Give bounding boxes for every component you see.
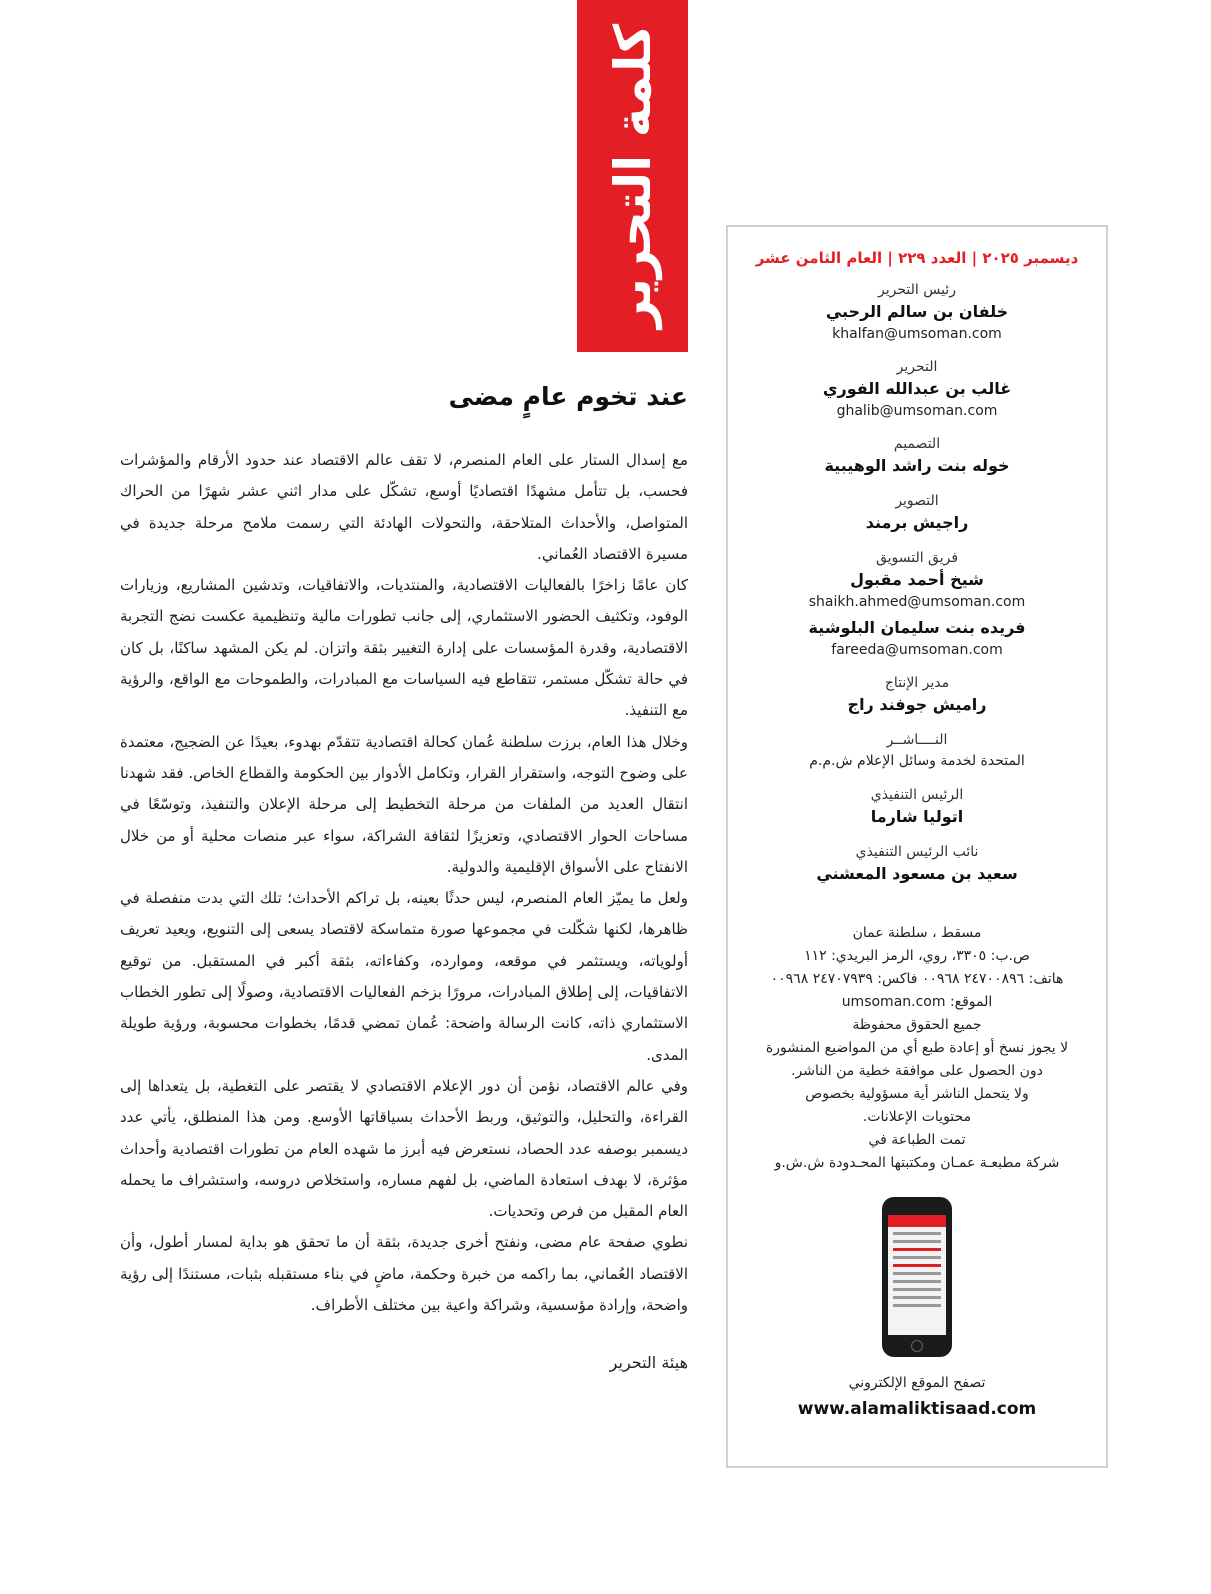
- website-link[interactable]: www.alamaliktisaad.com: [797, 1399, 1037, 1419]
- staff-role: التصميم: [893, 436, 941, 452]
- browse-website-label: تصفح الموقع الإلكتروني: [848, 1375, 986, 1391]
- editorial-article: [120, 382, 688, 1372]
- article-paragraph: مع إسدال الستار على العام المنصرم، لا تقف عالم الاقتصاد عند حدود الأرقام والمؤشرات فحسب، بل تتأمل مشهدًا اقتصاديًا أوسع، تشكّل على مدار اثني عشر شهرًا من الحراك المتواصل، والأحداث المتلاحقة، والتحولات الهادئة التي رسمت ملامح مرحلة جديدة في مسيرة الاقتصاد العُماني.: [120, 451, 688, 563]
- address-line: تمت الطباعة في: [868, 1132, 966, 1148]
- staff-email[interactable]: ghalib@umsoman.com: [836, 403, 998, 419]
- article-title: عند تخوم عامٍ مضى: [448, 382, 688, 411]
- staff-name: راجيش برمند: [865, 513, 969, 532]
- staff-name: اتوليا شارما: [870, 807, 964, 826]
- staff-name: فريده بنت سليمان البلوشية: [808, 618, 1026, 637]
- staff-role: رئيس التحرير: [878, 282, 956, 298]
- publisher-name: المتحدة لخدمة وسائل الإعلام ش.م.م: [809, 753, 1025, 769]
- staff-role: النــــاشــر: [886, 732, 948, 748]
- staff-role: الرئيس التنفيذي: [870, 787, 964, 803]
- address-line: ص.ب: ٣٣٠٥، روي، الرمز البريدي: ١١٢: [804, 948, 1030, 964]
- staff-email[interactable]: fareeda@umsoman.com: [831, 642, 1003, 658]
- staff-role: مدير الإنتاج: [884, 675, 950, 691]
- address-line: هاتف: ٢٤٧٠٠٨٩٦ ٠٠٩٦٨ فاكس: ٢٤٧٠٧٩٣٩ ٠٠٩٦٨: [770, 971, 1064, 987]
- article-paragraph: وخلال هذا العام، برزت سلطنة عُمان كحالة اقتصادية تتقدّم بهدوء، بعيدًا عن الضجيج، معتمدة على وضوح التوجه، واستقرار القرار، وتكامل الأدوار بين الحكومة والقطاع الخاص. فقد شهدنا انتقال العديد من الملفات من مرحلة التخطيط إلى مرحلة الإعلان والتنفيذ، وتوسّعًا في مساحات الحوار الاقتصادي، وتعزيزًا لثقافة الشراكة، سواء عبر منصات محلية أو من خلال الانفتاح على الأسواق الإقليمية والدولية.: [120, 732, 688, 876]
- staff-role: فريق التسويق: [875, 550, 959, 566]
- address-line: جميع الحقوق محفوظة: [852, 1017, 982, 1033]
- staff-name: خوله بنت راشد الوهيبية: [824, 456, 1010, 475]
- smartphone-icon: [882, 1197, 952, 1357]
- staff-email[interactable]: khalfan@umsoman.com: [832, 326, 1002, 342]
- staff-email[interactable]: shaikh.ahmed@umsoman.com: [808, 594, 1026, 610]
- address-line: دون الحصول على موافقة خطية من الناشر.: [791, 1063, 1043, 1079]
- staff-name: شيخ أحمد مقبول: [850, 570, 984, 589]
- article-paragraph: نطوي صفحة عام مضى، ونفتح أخرى جديدة، بثقة أن ما تحقق هو بداية لمسار أطول، وأن الاقتصاد العُماني، بما راكمه من خبرة وحكمة، ماضٍ في بناء مستقبله بثبات، مستندًا إلى رؤية واضحة، وإرادة مؤسسية، وشراكة واعية بين مختلف الأطراف.: [120, 1233, 688, 1315]
- staff-role: نائب الرئيس التنفيذي: [855, 844, 979, 860]
- section-banner: [577, 0, 688, 352]
- issue-info: ديسمبر ٢٠٢٥ | العدد ٢٢٩ | العام الثامن عشر: [755, 249, 1079, 267]
- phone-screen: [888, 1215, 946, 1335]
- article-signature: هيئة التحرير: [609, 1353, 688, 1373]
- article-paragraph: وفي عالم الاقتصاد، نؤمن أن دور الإعلام الاقتصادي لا يقتصر على التغطية، بل يتعداها إلى القراءة، والتحليل، والتوثيق، وربط الأحداث بسياقاتها الأوسع. ومن هذا المنطلق، يأتي عدد ديسمبر بوصفه عدد الحصاد، نستعرض فيه أبرز ما شهده العام من تطورات اقتصادية وأحداث مؤثرة، لا بهدف استعادة الماضي، بل لفهم مساره، واستخلاص دروسه، واستشراف ما يحمله العام المقبل من فرص وتحديات.: [120, 1076, 688, 1221]
- article-paragraph: ولعل ما يميّز العام المنصرم، ليس حدثًا بعينه، بل تراكم الأحداث؛ تلك التي بدت منفصلة في ظاهرها، لكنها شكّلت في مجموعها صورة متماسكة لاقتصاد يسعى إلى التنويع، ويعيد تعريف أولوياته، ويستثمر في موقعه، وموارده، وكفاءاته، بثقة أكبر في المستقبل. من توقيع الاتفاقيات، إلى إطلاق المبادرات، مرورًا بزخم الفعاليات الاقتصادية، وصولًا إلى تطور الخطاب الاستثماري ذاته، كانت الرسالة واضحة: عُمان تمضي قدمًا، بخطوات محسوبة، ورؤية طويلة المدى.: [120, 889, 688, 1064]
- staff-role: التصوير: [895, 493, 939, 509]
- section-title: كلمة التحرير: [603, 23, 662, 329]
- staff-name: غالب بن عبدالله الفوري: [822, 379, 1012, 398]
- address-line: مسقط ، سلطنة عمان: [852, 925, 982, 941]
- masthead-box: [726, 225, 1108, 1468]
- staff-name: سعيد بن مسعود المعشني: [816, 864, 1018, 883]
- address-line: شركة مطبعـة عمـان ومكتبتها المحـدودة ش.ش.و: [774, 1155, 1060, 1171]
- contact-address: [728, 922, 1106, 1175]
- address-line: ولا يتحمل الناشر أية مسؤولية بخصوص: [805, 1086, 1029, 1102]
- address-line: محتويات الإعلانات.: [862, 1109, 972, 1125]
- article-paragraph: كان عامًا زاخرًا بالفعاليات الاقتصادية، والمنتديات، والاتفاقيات، وتدشين المشاريع، وزيارات الوفود، وتكثيف الحضور الاستثماري، إلى جانب تطورات مالية وتنظيمية عكست نضج التجربة الاقتصادية، وقدرة المؤسسات على إدارة التغيير بثقة واتزان. لم يكن المشهد ساكنًا، بل كان في حالة تشكّل مستمر، تتقاطع فيه السياسات مع المبادرات، والطموحات مع الواقع، والرؤية مع التنفيذ.: [120, 576, 688, 720]
- staff-list: [728, 280, 1106, 886]
- staff-name: خلفان بن سالم الرحبي: [825, 302, 1009, 321]
- address-line: الموقع: umsoman.com: [841, 994, 993, 1010]
- phone-image: [882, 1197, 952, 1357]
- staff-name: راميش جوفند راج: [847, 695, 987, 714]
- address-line: لا يجوز نسخ أو إعادة طبع أي من المواضيع المنشورة: [765, 1040, 1069, 1056]
- staff-role: التحرير: [896, 359, 938, 375]
